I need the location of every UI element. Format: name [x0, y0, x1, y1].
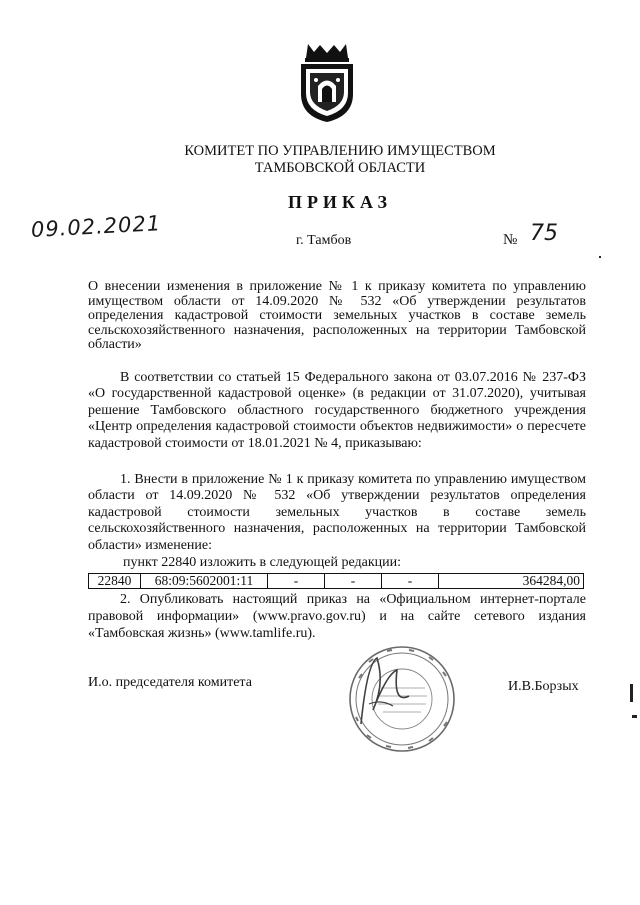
document-city: г. Тамбов: [296, 233, 352, 248]
margin-mark: [599, 256, 601, 258]
record-number-cell: 22840: [89, 574, 141, 589]
signatory-name: И.В.Борзых: [508, 679, 579, 694]
table-row: [89, 574, 584, 589]
cadastral-value-cell: 364284,00: [439, 574, 584, 589]
document-number: 75: [530, 221, 558, 246]
item1-sub-paragraph: пункт 22840 изложить в следующей редакции:: [123, 555, 401, 570]
margin-mark: [632, 715, 637, 718]
document-number-label: №: [503, 232, 518, 248]
document-subject: О внесении изменения в приложение № 1 к приказу комитета по управлению имуществом области от 14.09.2020 № 532 «Об утверждении результатов определения кадастровой стоимости земельных участков в составе земель сельскохозяйственного назначения, расположенных на территории Тамбовской области»: [88, 279, 586, 352]
preamble-paragraph: В соответствии со статьей 15 Федерального закона от 03.07.2016 № 237-ФЗ «О государственной кадастровой оценке» (в редакции от 31.07.2020), учитывая решение Тамбовского областного государственного бюджетного учреждения «Центр определения кадастровой стоимости объектов недвижимости» о пересчете кадастровой стоимости от 18.01.2021 № 4, приказываю:: [88, 370, 586, 451]
item1-paragraph: 1. Внести в приложение № 1 к приказу комитета по управлению имуществом области от 14.09.2020 № 532 «Об утверждении результатов определения кадастровой стоимости земельных участков в составе земель сельскохозяйственного назначения, расположенных на территории Тамбовской области» изменение:: [88, 472, 586, 553]
organization-header: [120, 143, 560, 177]
table-cell: -: [382, 574, 439, 589]
coat-of-arms-emblem: [296, 42, 358, 124]
item2-paragraph: 2. Опубликовать настоящий приказ на «Официальном интернет-портале правовой информации» (www.pravo.gov.ru) и на сайте сетевого издания «Тамбовская жизнь» (www.tamlife.ru).: [88, 592, 586, 641]
document-date: 09.02.2021: [30, 211, 162, 242]
official-seal-stamp: [347, 644, 457, 754]
signatory-role: И.о. председателя комитета: [88, 675, 252, 690]
cadastral-number-cell: 68:09:5602001:11: [141, 574, 268, 589]
cadastral-record-table: [88, 573, 584, 589]
organization-line1: КОМИТЕТ ПО УПРАВЛЕНИЮ ИМУЩЕСТВОМ: [184, 143, 496, 159]
table-cell: -: [268, 574, 325, 589]
margin-mark: [630, 684, 633, 702]
organization-line2: ТАМБОВСКОЙ ОБЛАСТИ: [254, 160, 426, 176]
table-cell: -: [325, 574, 382, 589]
document-title: ПРИКАЗ: [287, 192, 393, 212]
